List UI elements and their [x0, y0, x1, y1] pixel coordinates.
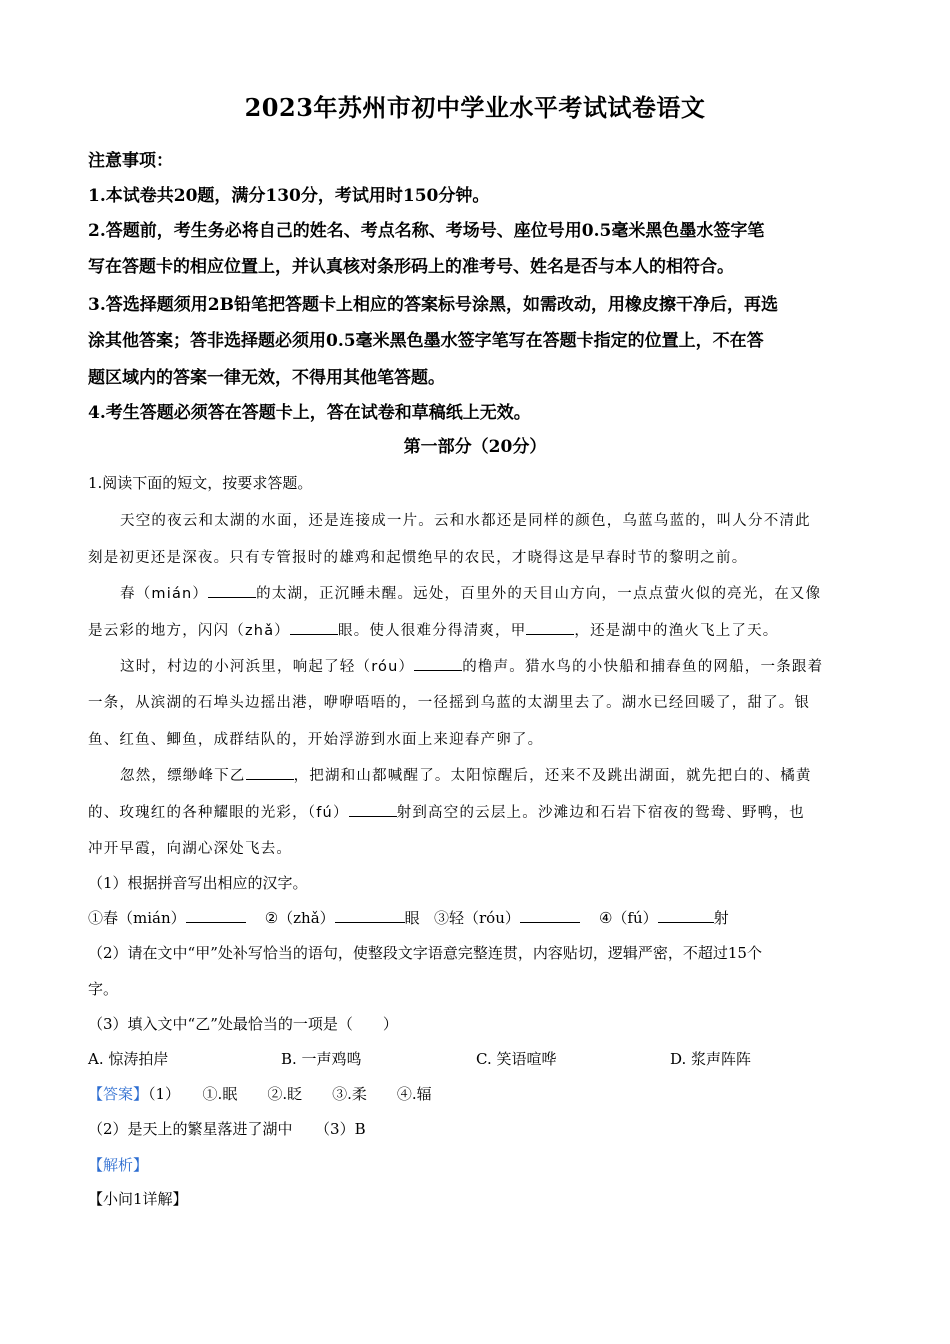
notice-item-1: 1.本试卷共20题，满分130分，考试用时150分钟。 [88, 186, 490, 206]
passage-text: 的太湖，正沉睡未醒。远处，百里外的天目山方向，一点点萤火似的亮光，在又像 [256, 586, 822, 602]
pinyin-fu: 的、玫瑰红的各种耀眼的光彩，（fú） [88, 805, 349, 821]
passage-p3-line-3: 鱼、红鱼、鲫鱼，成群结队的，开始浮游到水面上来迎春产卵了。 [88, 732, 544, 748]
blank-1 [208, 583, 256, 598]
item-rou: ③轻（róu） [434, 909, 520, 927]
sub-question-2-line-2: 字。 [88, 980, 119, 998]
answer-text: （1） ①.眠 ②.眨 ③.柔 ④.辐 [148, 1085, 432, 1103]
notice-item-2-line-1: 2.答题前，考生务必将自己的姓名、考点名称、考场号、座位号用0.5毫米黑色墨水签字笔 [88, 221, 765, 241]
item-zha: ②（zhǎ） [264, 909, 335, 927]
answer-line-2: （2）是天上的繁星落进了湖中 （3）B [88, 1120, 366, 1138]
passage-p4-line-1 [120, 764, 895, 785]
passage-text: 眼。使人很难分得清爽，甲 [338, 623, 527, 639]
blank-2 [290, 620, 338, 635]
sub-question-3: （3）填入文中“乙”处最恰当的一项是（ ） [88, 1015, 398, 1033]
passage-text: ，把湖和山都喊醒了。太阳惊醒后，还来不及跳出湖面，就先把白的、橘黄 [293, 768, 812, 784]
page-title: 2023年苏州市初中学业水平考试试卷语文 [244, 93, 706, 122]
option-b: B. 一声鸡鸣 [281, 1050, 362, 1068]
option-d: D. 浆声阵阵 [670, 1050, 752, 1068]
pinyin-zha: 是云彩的地方，闪闪（zhǎ） [88, 623, 290, 639]
blank-yi [246, 765, 294, 780]
passage-text: 忽然，缥缈峰下乙 [120, 768, 246, 784]
analysis-label: 【解析】 [88, 1156, 149, 1174]
passage-text: ，还是湖中的渔火飞上了天。 [574, 623, 779, 639]
passage-p3-line-1 [120, 655, 895, 676]
answer-line-1 [88, 1083, 863, 1104]
notice-item-3-line-1: 3.答选择题须用2B铅笔把答题卡上相应的答案标号涂黑，如需改动，用橡皮擦干净后，再选 [88, 295, 778, 315]
sub-question-1: （1）根据拼音写出相应的汉字。 [88, 874, 308, 892]
blank-3 [414, 656, 462, 671]
notice-item-4: 4.考生答题必须答在答题卡上，答在试卷和草稿纸上无效。 [88, 403, 531, 423]
answer-label: 【答案】 [88, 1085, 149, 1103]
item-text: 眼 [404, 909, 420, 927]
notice-heading: 注意事项： [88, 151, 173, 171]
item-mian: ①春（mián） [88, 909, 186, 927]
notice-item-3-line-2: 涂其他答案；答非选择题必须用0.5毫米黑色墨水签字笔写在答题卡指定的位置上，不在答 [88, 331, 764, 351]
answer-blank [658, 908, 714, 923]
sub-question-1-items [88, 907, 863, 928]
passage-p4-line-3: 冲开早霞，向湖心深处飞去。 [88, 841, 293, 857]
option-a: A. 惊涛拍岸 [88, 1050, 169, 1068]
blank-4 [349, 802, 397, 817]
pinyin-mian: 春（mián） [120, 586, 209, 602]
item-text: 射 [713, 909, 729, 927]
answer-blank [520, 908, 580, 923]
passage-text: 射到高空的云层上。沙滩边和石岩下宿夜的鸳鸯、野鸭，也 [396, 805, 805, 821]
option-c: C. 笑语喧哗 [476, 1050, 557, 1068]
passage-text: 的橹声。猎水鸟的小快船和捕春鱼的网船，一条跟着 [462, 659, 824, 675]
notice-item-3-line-3: 题区域内的答案一律无效，不得用其他笔答题。 [88, 368, 445, 388]
answer-blank [186, 908, 246, 923]
item-fu: ④（fú） [598, 909, 658, 927]
passage-p2-line-2 [88, 619, 863, 640]
passage-p2-line-1 [120, 582, 895, 603]
passage-p1-line-2: 刻是初更还是深夜。只有专管报时的雄鸡和起惯绝早的农民，才晓得这是早春时节的黎明之前。 [88, 550, 748, 566]
pinyin-rou: 这时，村边的小河浜里，响起了轻（róu） [120, 659, 415, 675]
passage-p4-line-2 [88, 801, 863, 822]
part-title: 第一部分（20分） [403, 437, 547, 457]
sub-question-2-line-1: （2）请在文中“甲”处补写恰当的语句，使整段文字语意完整连贯，内容贴切，逻辑严密，不超过15个 [88, 944, 762, 962]
question-intro: 1.阅读下面的短文，按要求答题。 [88, 474, 313, 492]
detail-label: 【小问1详解】 [88, 1190, 188, 1208]
notice-item-2-line-2: 写在答题卡的相应位置上，并认真核对条形码上的准考号、姓名是否与本人的相符合。 [88, 257, 734, 277]
blank-jia [526, 620, 574, 635]
passage-p1-line-1: 天空的夜云和太湖的水面，还是连接成一片。云和水都还是同样的颜色，乌蓝乌蓝的，叫人分不清此 [120, 513, 811, 529]
answer-blank [335, 908, 405, 923]
passage-p3-line-2: 一条，从滨湖的石埠头边摇出港，咿咿唔唔的，一径摇到乌蓝的太湖里去了。湖水已经回暖了，甜了。银 [88, 695, 811, 711]
